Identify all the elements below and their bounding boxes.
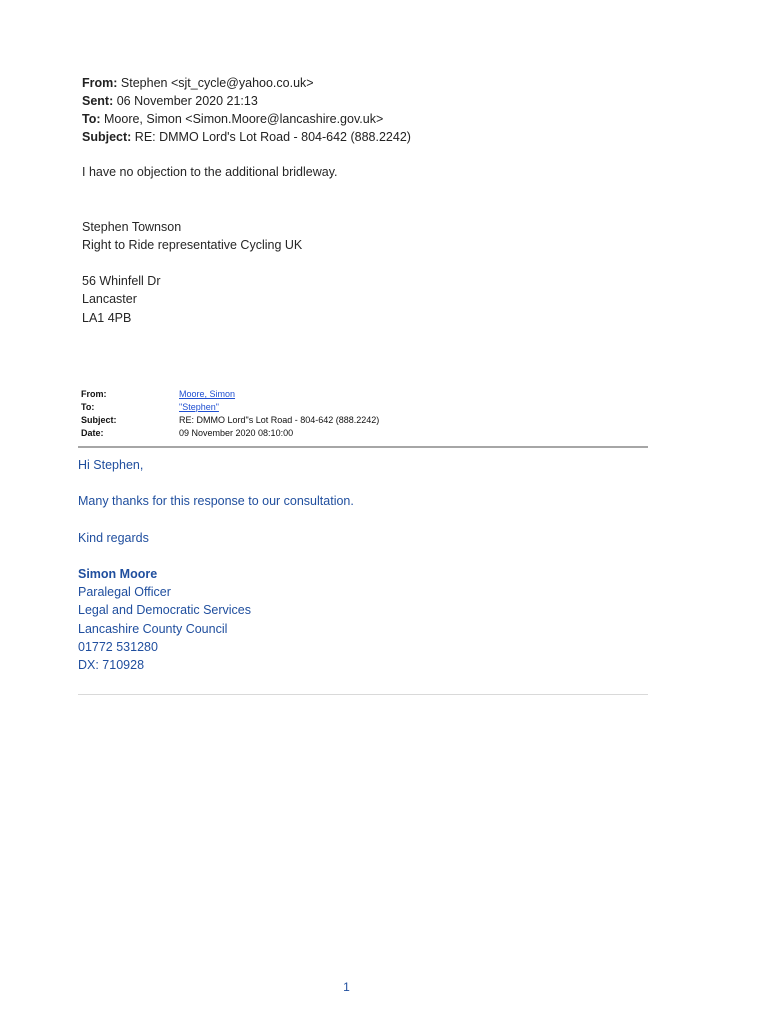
forward-from-label: From: <box>81 389 107 399</box>
header-divider <box>78 446 648 448</box>
reply-organisation: Lancashire County Council <box>78 622 228 636</box>
reply-dx: DX: 710928 <box>78 658 145 672</box>
header-from-value: Stephen <sjt_cycle@yahoo.co.uk> <box>120 76 314 90</box>
header-subject-value: RE: DMMO Lord's Lot Road - 804-642 (888.2242) <box>134 130 411 144</box>
address-town: Lancaster <box>82 292 137 306</box>
forward-subject-label: Subject: <box>81 415 117 425</box>
forward-subject-value: RE: DMMO Lord"s Lot Road - 804-642 (888.2242) <box>179 415 380 425</box>
original-message: I have no objection to the additional bridleway. <box>82 165 338 179</box>
reply-phone: 01772 531280 <box>78 640 158 654</box>
reply-message: Many thanks for this response to our consultation. <box>78 494 354 508</box>
reply-closing: Kind regards <box>78 531 149 545</box>
signature-divider <box>78 694 648 695</box>
forward-to-link[interactable] <box>179 401 219 414</box>
header-to-label: To: <box>82 112 101 126</box>
forward-date-value: 09 November 2020 08:10:00 <box>179 428 294 438</box>
address-postcode: LA1 4PB <box>82 311 132 325</box>
signature-name: Stephen Townson <box>82 220 182 234</box>
reply-job-title: Paralegal Officer <box>78 585 171 599</box>
header-subject-line <box>82 128 411 146</box>
forward-to-label: To: <box>81 402 95 412</box>
address-street: 56 Whinfell Dr <box>82 274 161 288</box>
forward-from-link[interactable] <box>179 388 235 401</box>
forward-to-value[interactable]: "Stephen" <box>179 402 219 412</box>
forward-from-value[interactable]: Moore, Simon <box>179 389 236 399</box>
header-from-label: From: <box>82 76 118 90</box>
header-sent-label: Sent: <box>82 94 114 108</box>
reply-signature-name: Simon Moore <box>78 567 158 581</box>
reply-greeting: Hi Stephen, <box>78 458 144 472</box>
header-to-value: Moore, Simon <Simon.Moore@lancashire.gov.uk> <box>104 112 384 126</box>
header-sent-value: 06 November 2020 21:13 <box>116 94 258 108</box>
forward-date-label: Date: <box>81 428 104 438</box>
signature-role: Right to Ride representative Cycling UK <box>82 238 303 252</box>
page-number: 1 <box>343 980 350 994</box>
header-from-line <box>82 74 314 92</box>
header-sent-line <box>82 92 258 110</box>
header-subject-label: Subject: <box>82 130 132 144</box>
header-to-line <box>82 110 383 128</box>
reply-department: Legal and Democratic Services <box>78 603 251 617</box>
